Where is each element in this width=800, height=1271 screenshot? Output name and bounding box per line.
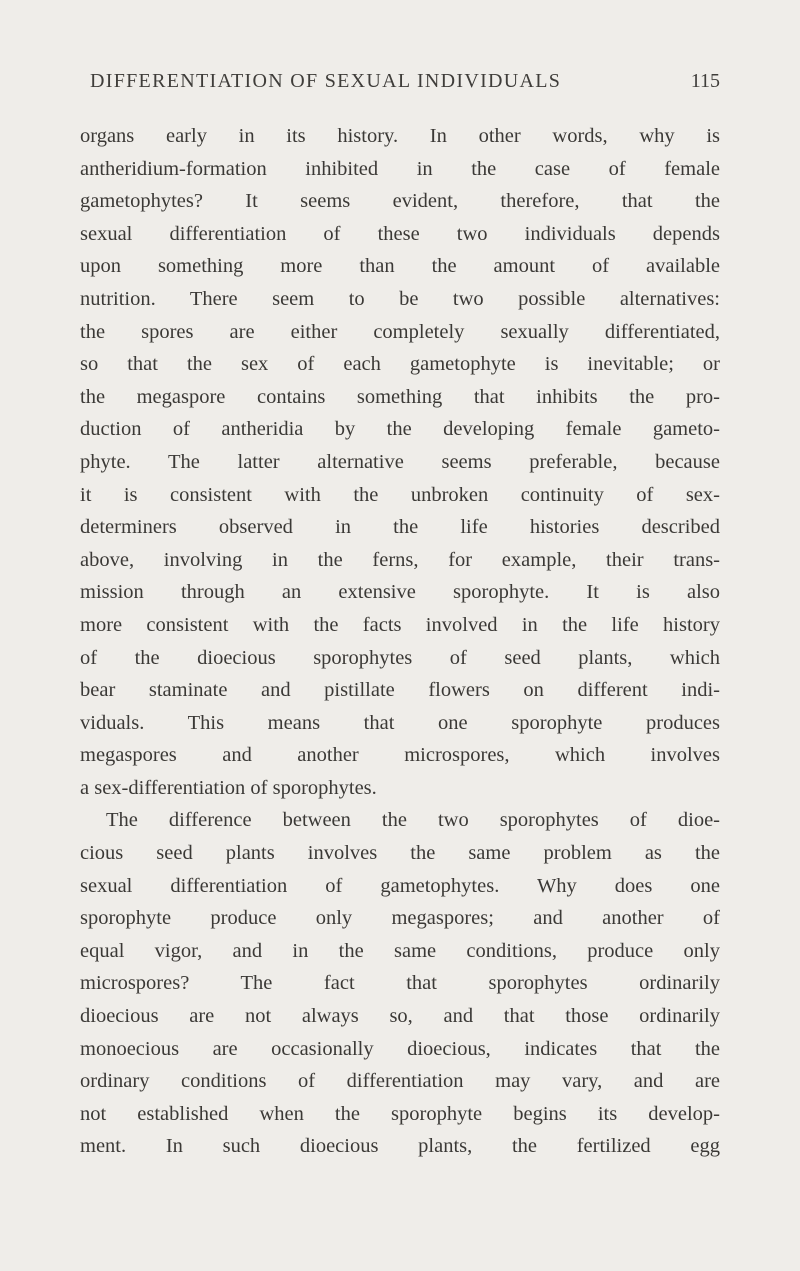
text-line: monoecious are occasionally dioecious, indicates that the (80, 1037, 720, 1060)
text-line: sporophyte produce only megaspores; and another of (80, 907, 720, 930)
text-line: mission through an extensive sporophyte. It is also (80, 581, 720, 604)
text-line: ment. In such dioecious plants, the fertilized egg (80, 1135, 720, 1158)
text-line: duction of antheridia by the developing female gameto- (80, 418, 720, 441)
text-line: The difference between the two sporophytes of dioe- (106, 809, 720, 832)
text-line: more consistent with the facts involved in the life history (80, 613, 720, 636)
text-line: not established when the sporophyte begins its develop- (80, 1102, 720, 1125)
text-line: megaspores and another microspores, which involves (80, 744, 720, 767)
page-number: 115 (690, 70, 720, 92)
text-line: phyte. The latter alternative seems preferable, because (80, 450, 720, 473)
text-line: the spores are either completely sexually differentiated, (80, 320, 720, 343)
text-line: of the dioecious sporophytes of seed plants, which (80, 646, 720, 669)
text-line: sexual differentiation of gametophytes. Why does one (80, 874, 720, 897)
text-line: ordinary conditions of differentiation may vary, and are (80, 1070, 720, 1093)
text-line: cious seed plants involves the same problem as the (80, 842, 720, 865)
text-line: determiners observed in the life histories described (80, 516, 720, 539)
text-line: bear staminate and pistillate flowers on different indi- (80, 679, 720, 702)
text-line: above, involving in the ferns, for example, their trans- (80, 548, 720, 571)
body-text (80, 120, 720, 1163)
running-title: DIFFERENTIATION OF SEXUAL INDIVIDUALS (90, 70, 562, 92)
text-line: dioecious are not always so, and that those ordinarily (80, 1005, 720, 1028)
text-line: the megaspore contains something that inhibits the pro- (80, 385, 720, 408)
text-line: gametophytes? It seems evident, therefore, that the (80, 190, 720, 213)
text-line: upon something more than the amount of available (80, 255, 720, 278)
text-line: viduals. This means that one sporophyte produces (80, 711, 720, 734)
text-line: it is consistent with the unbroken continuity of sex- (80, 483, 720, 506)
text-line: sexual differentiation of these two individuals depends (80, 222, 720, 245)
text-line: nutrition. There seem to be two possible alternatives: (80, 287, 720, 310)
running-head (90, 70, 720, 100)
text-line: a sex-differentiation of sporophytes. (80, 776, 377, 799)
text-line: equal vigor, and in the same conditions, produce only (80, 939, 720, 962)
text-line: microspores? The fact that sporophytes ordinarily (80, 972, 720, 995)
text-line: organs early in its history. In other words, why is (80, 125, 720, 147)
text-line: antheridium-formation inhibited in the case of female (80, 157, 720, 180)
text-line: so that the sex of each gametophyte is inevitable; or (80, 353, 720, 376)
